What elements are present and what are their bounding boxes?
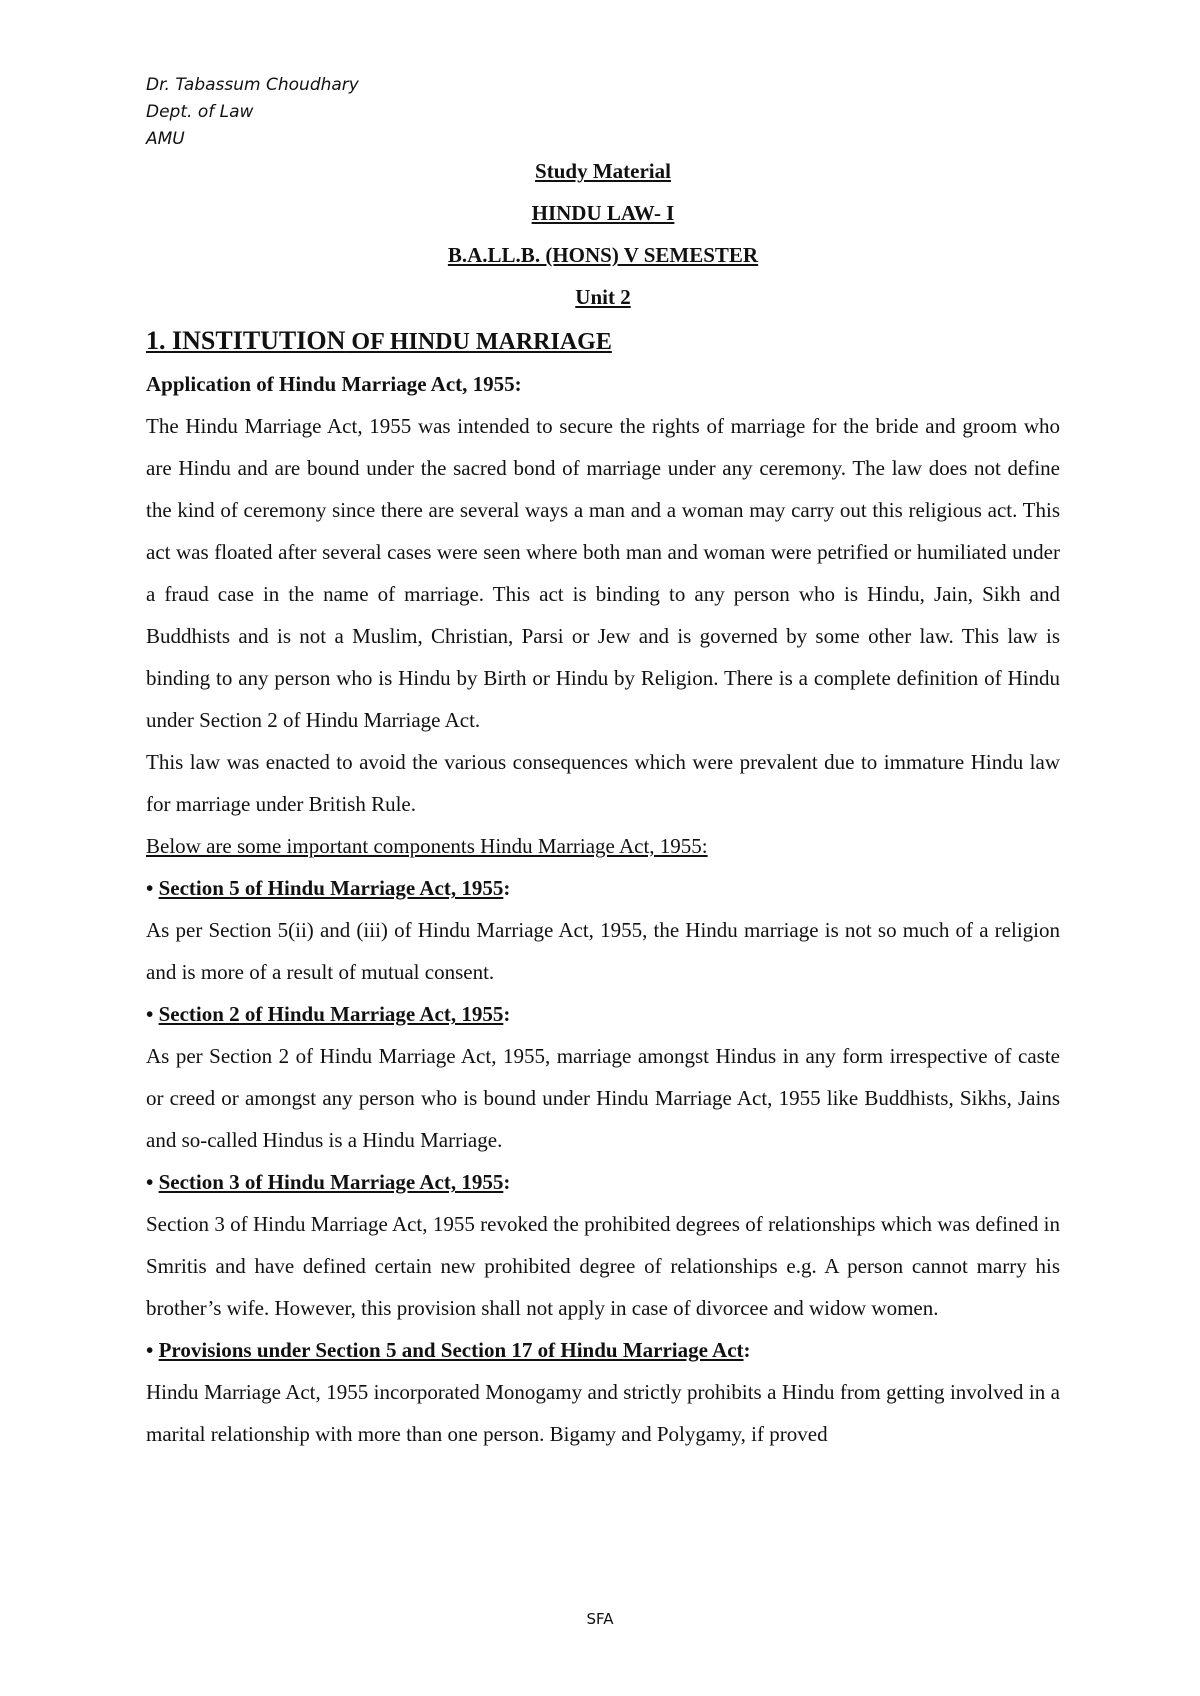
item-heading-section-3 xyxy=(146,1161,1060,1203)
item-text-section-3: Section 3 of Hindu Marriage Act, 1955 revoked the prohibited degrees of relationships which was defined in Smritis and have defined certain new prohibited degree of relationships e.g. A person cannot marry his brother’s wife. However, this provision shall not apply in case of divorcee and widow women. xyxy=(146,1212,1060,1320)
title-unit: Unit 2 xyxy=(575,285,631,309)
application-paragraph-1: The Hindu Marriage Act, 1955 was intended to secure the rights of marriage for the bride and groom who are Hindu and are bound under the sacred bond of marriage under any ceremony. The law does not define the kind of ceremony since there are several ways a man and a woman may carry out this religious act. This act was floated after several cases were seen where both man and woman were petrified or humiliated under a fraud case in the name of marriage. This act is binding to any person who is Hindu, Jain, Sikh and Buddhists and is not a Muslim, Christian, Parsi or Jew and is governed by some other law. This law is binding to any person who is Hindu by Birth or Hindu by Religion. There is a complete definition of Hindu under Section 2 of Hindu Marriage Act. xyxy=(146,414,1060,732)
item-heading-colon: : xyxy=(743,1338,751,1362)
title-program: B.A.LL.B. (HONS) V SEMESTER xyxy=(447,243,759,267)
application-paragraph-2: This law was enacted to avoid the various consequences which were prevalent due to immature Hindu law for marriage under British Rule. xyxy=(146,750,1060,816)
bullet: • xyxy=(146,876,159,900)
item-heading-text: Section 5 of Hindu Marriage Act, 1955 xyxy=(158,876,504,900)
item-heading-section-2 xyxy=(146,993,1060,1035)
author-institution: AMU xyxy=(146,129,185,149)
page-footer: SFA xyxy=(586,1610,614,1628)
item-heading-colon: : xyxy=(503,1170,511,1194)
item-heading-colon: : xyxy=(503,1002,511,1026)
section-heading xyxy=(146,320,1060,363)
author-name: Dr. Tabassum Choudhary xyxy=(146,75,359,95)
item-heading-colon: : xyxy=(503,876,511,900)
title-course: HINDU LAW- I xyxy=(531,201,675,225)
document-body xyxy=(146,320,1060,1455)
item-heading-text: Section 3 of Hindu Marriage Act, 1955 xyxy=(158,1170,504,1194)
item-heading-text: Provisions under Section 5 and Section 17 of Hindu Marriage Act xyxy=(158,1338,744,1362)
item-text-section-5: As per Section 5(ii) and (iii) of Hindu Marriage Act, 1955, the Hindu marriage is not so much of a religion and is more of a result of mutual consent. xyxy=(146,918,1060,984)
components-intro: Below are some important components Hindu Marriage Act, 1955: xyxy=(146,834,708,858)
bullet: • xyxy=(146,1338,159,1362)
item-text-section-2: As per Section 2 of Hindu Marriage Act, 1955, marriage amongst Hindus in any form irrespective of caste or creed or amongst any person who is bound under Hindu Marriage Act, 1955 like Buddhists, Sikhs, Jains and so-called Hindus is a Hindu Marriage. xyxy=(146,1044,1060,1152)
author-block xyxy=(146,72,359,153)
author-department: Dept. of Law xyxy=(146,102,254,122)
bullet: • xyxy=(146,1002,159,1026)
title-study-material: Study Material xyxy=(535,159,671,183)
item-heading-section-5 xyxy=(146,867,1060,909)
item-heading-section-5-17 xyxy=(146,1329,1060,1371)
section-heading-rest: OF HINDU MARRIAGE xyxy=(345,329,612,355)
item-text-section-5-17: Hindu Marriage Act, 1955 incorporated Monogamy and strictly prohibits a Hindu from getting involved in a marital relationship with more than one person. Bigamy and Polygamy, if proved xyxy=(146,1380,1060,1446)
application-heading: Application of Hindu Marriage Act, 1955: xyxy=(146,372,522,396)
item-heading-text: Section 2 of Hindu Marriage Act, 1955 xyxy=(158,1002,504,1026)
section-heading-number: 1. INSTITUTION xyxy=(146,326,346,355)
bullet: • xyxy=(146,1170,159,1194)
title-block xyxy=(146,152,1060,320)
